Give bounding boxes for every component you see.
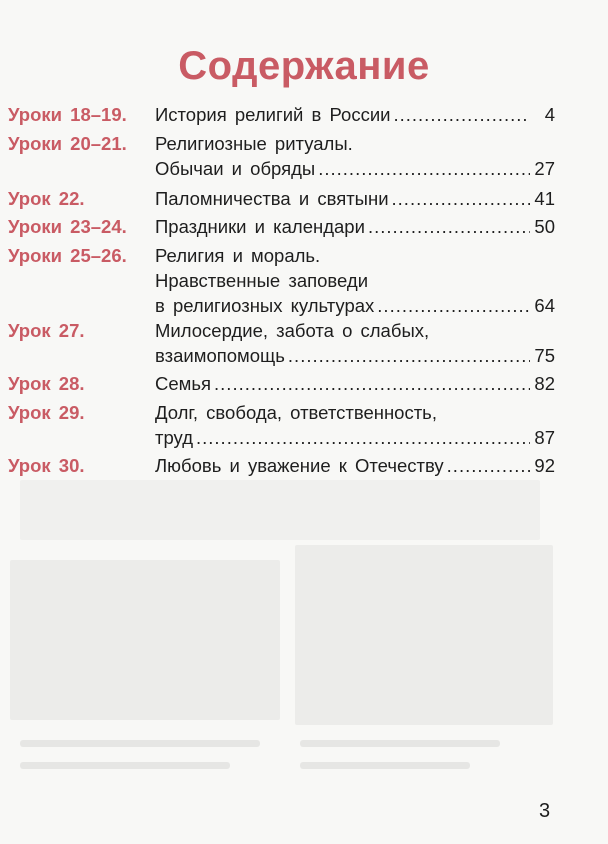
bleed-through-block bbox=[20, 480, 540, 540]
toc-entry-title: Любовь и уважение к Отечеству bbox=[155, 455, 444, 476]
toc-entry-line bbox=[155, 402, 555, 424]
toc-entry-label: Уроки 23–24. bbox=[8, 216, 127, 237]
page-title: Содержание bbox=[178, 44, 430, 88]
toc-leader-dots bbox=[447, 455, 530, 477]
toc-entry-label: Уроки 25–26. bbox=[8, 245, 127, 266]
toc-entry-line bbox=[155, 216, 555, 238]
toc-entry-label: Урок 30. bbox=[8, 455, 85, 476]
toc-entry-page: 4 bbox=[544, 104, 555, 125]
toc-entry-line bbox=[155, 427, 555, 449]
toc-entry-line bbox=[155, 345, 555, 367]
toc-leader-dots bbox=[392, 188, 530, 210]
toc-entry-line bbox=[155, 188, 555, 210]
toc-entry-title: Религия и мораль. bbox=[155, 245, 321, 266]
toc-entry-title: труд bbox=[155, 427, 193, 448]
toc-entry-line bbox=[155, 133, 555, 155]
toc-leader-dots bbox=[214, 373, 530, 395]
bleed-through-image bbox=[295, 545, 553, 725]
toc-entry-label: Уроки 20–21. bbox=[8, 133, 127, 154]
bleed-through-line bbox=[20, 762, 230, 769]
toc-leader-dots bbox=[393, 104, 530, 126]
toc-entry-title: Долг, свобода, ответственность, bbox=[155, 402, 437, 423]
toc-entry-page: 82 bbox=[534, 373, 555, 394]
toc-entry-page: 50 bbox=[534, 216, 555, 237]
toc-leader-dots bbox=[196, 427, 530, 449]
toc-leader-dots bbox=[377, 295, 530, 317]
toc-entry-line bbox=[155, 245, 555, 267]
toc-entry-line bbox=[155, 373, 555, 395]
toc-entry-line bbox=[155, 295, 555, 317]
bleed-through-line bbox=[300, 740, 500, 747]
toc-entry-page: 27 bbox=[534, 158, 555, 179]
toc-entry-page: 87 bbox=[534, 427, 555, 448]
toc-leader-dots bbox=[318, 158, 530, 180]
toc-entry-title: Религиозные ритуалы. bbox=[155, 133, 353, 154]
toc-entry-line bbox=[155, 320, 555, 342]
toc-entry-page: 92 bbox=[534, 455, 555, 476]
toc-entry-title: Обычаи и обряды bbox=[155, 158, 316, 179]
toc-entry-title: взаимопомощь bbox=[155, 345, 285, 366]
toc-leader-dots bbox=[368, 216, 530, 238]
bleed-through-image bbox=[10, 560, 280, 720]
toc-entry-title: История религий в России bbox=[155, 104, 391, 125]
toc-leader-dots bbox=[288, 345, 530, 367]
toc-entry-title: Милосердие, забота о слабых, bbox=[155, 320, 430, 341]
bleed-through-line bbox=[300, 762, 470, 769]
toc-entry-page: 75 bbox=[534, 345, 555, 366]
toc-entry-label: Урок 27. bbox=[8, 320, 85, 341]
toc-entry-title: Праздники и календари bbox=[155, 216, 365, 237]
toc-entry-line bbox=[155, 455, 555, 477]
toc-entry-title: Паломничества и святыни bbox=[155, 188, 389, 209]
toc-entry-label: Урок 22. bbox=[8, 188, 85, 209]
toc-entry-line bbox=[155, 270, 555, 292]
toc-entry-label: Уроки 18–19. bbox=[8, 104, 127, 125]
bleed-through-line bbox=[20, 740, 260, 747]
page-number: 3 bbox=[539, 800, 551, 822]
toc-entry-title: в религиозных культурах bbox=[155, 295, 375, 316]
toc-entry-label: Урок 29. bbox=[8, 402, 85, 423]
toc-entry-page: 64 bbox=[534, 295, 555, 316]
toc-entry-line bbox=[155, 104, 555, 126]
toc-entry-title: Семья bbox=[155, 373, 212, 394]
toc-entry-title: Нравственные заповеди bbox=[155, 270, 369, 291]
toc-entry-page: 41 bbox=[534, 188, 555, 209]
toc-entry-label: Урок 28. bbox=[8, 373, 85, 394]
toc-entry-line bbox=[155, 158, 555, 180]
